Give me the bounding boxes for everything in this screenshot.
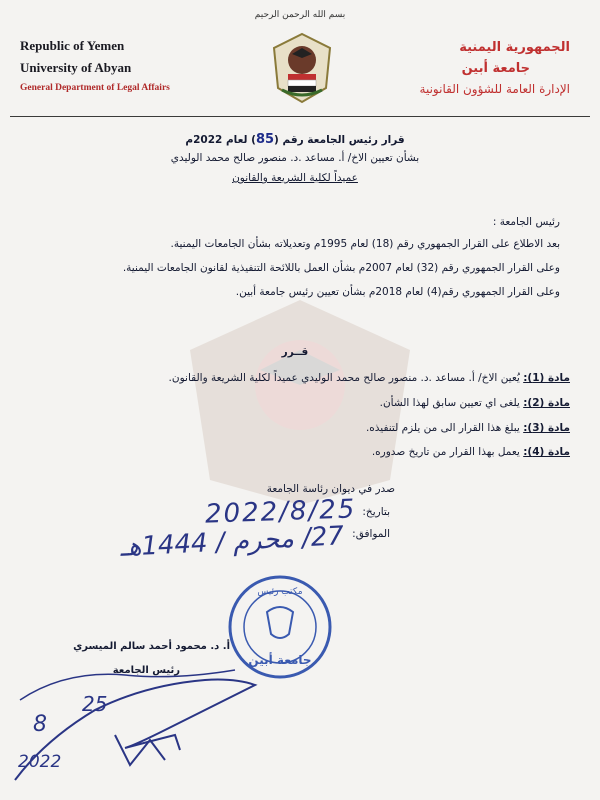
preamble-line: بعد الاطلاع على القرار الجمهوري رقم (18) لعام 1995م وتعديلاته بشأن الجامعات اليمنية. [170, 238, 560, 250]
header-divider [10, 116, 590, 117]
hijri-date-label: الموافق: [352, 528, 390, 540]
handwritten-year: 2022 [18, 752, 62, 772]
article-2: مادة (2): يلغى اي تعيين سابق لهذا الشأن. [379, 397, 570, 409]
english-header [20, 38, 240, 93]
article-3: مادة (3): يبلغ هذا القرار الى من يلزم لتنفيذه. [365, 422, 570, 434]
date-label: بتاريخ: [362, 506, 390, 518]
signatory-title: رئيس الجامعة [112, 665, 180, 676]
country-en: Republic of Yemen [20, 38, 125, 53]
department-en: General Department of Legal Affairs [20, 83, 170, 93]
basmala: بسم الله الرحمن الرحيم [254, 10, 346, 20]
decision-number: 85 [255, 132, 275, 147]
handwritten-date: 2022/8/25 [204, 494, 357, 530]
country-ar: الجمهورية اليمنية [459, 40, 570, 55]
university-en: University of Abyan [20, 60, 132, 75]
arabic-header [350, 40, 570, 96]
university-logo [268, 30, 336, 106]
decision-subject-cont: عميداً لكلية الشريعة والقانون [232, 172, 358, 184]
handwritten-month: 8 [33, 712, 47, 737]
handwritten-hijri-date: 27/ محرم / 1444هـ [119, 521, 345, 563]
department-ar: الإدارة العامة للشؤون القانونية [419, 82, 570, 96]
preamble-line: وعلى القرار الجمهوري رقم (32) لعام 2007م بشأن العمل باللائحة التنفيذية لقانون الجامعات اليمنية. [122, 262, 560, 274]
stamp-text-bottom: جامعة أبين [248, 653, 312, 667]
article-4: مادة (4): يعمل بهذا القرار من تاريخ صدوره. [371, 446, 570, 458]
issued-at: صدر في ديوان رئاسة الجامعة [266, 483, 395, 495]
university-ar: جامعة أبين [461, 61, 530, 76]
decides-heading: قــرر [281, 346, 309, 358]
decision-title: قرار رئيس الجامعة رقم (85) لعام 2022م [185, 132, 405, 147]
stamp-text-top: مكتب رئيس [257, 587, 303, 597]
signatory-name: أ. د. محمود أحمد سالم الميسري [73, 641, 230, 652]
preamble-heading: رئيس الجامعة : [492, 216, 560, 228]
handwritten-day: 25 [82, 692, 108, 716]
article-1: مادة (1): يُعين الاخ/ أ. مساعد .د. منصور صالح محمد الوليدي عميداً لكلية الشريعة والقانون. [168, 372, 570, 384]
decision-subject: بشأن تعيين الاخ/ أ. مساعد .د. منصور صالح محمد الوليدي [170, 152, 420, 164]
preamble-line: وعلى القرار الجمهوري رقم(4) لعام 2018م بشأن تعيين رئيس جامعة أبين. [235, 286, 560, 298]
